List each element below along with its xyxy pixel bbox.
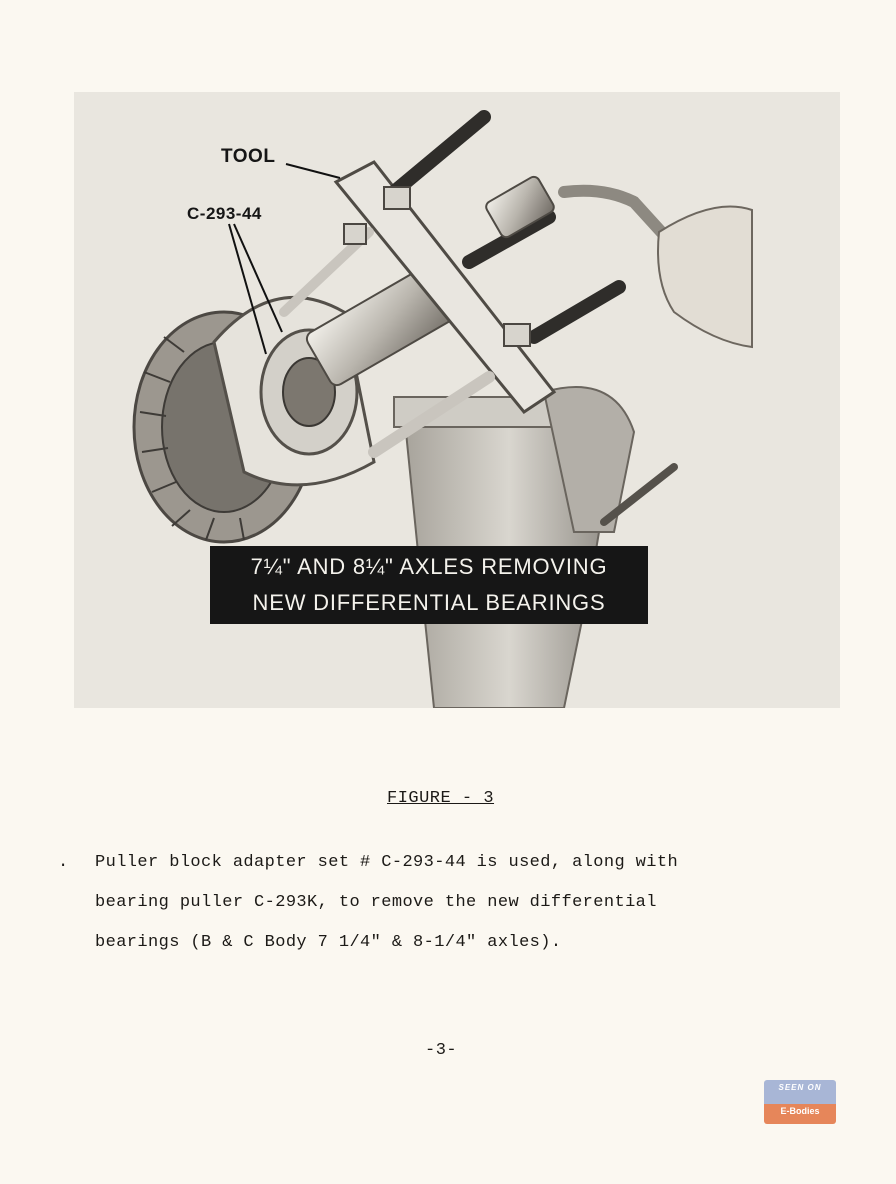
stamp-top-text: SEEN ON [778, 1083, 822, 1092]
figure-photo [74, 92, 840, 708]
page-number: -3- [425, 1041, 458, 1060]
seen-on-stamp-logo [764, 1080, 836, 1124]
stamp-bottom-text: E-Bodies [780, 1106, 820, 1116]
body-paragraph [95, 843, 795, 963]
part-number-callout-label: C-293-44 [187, 204, 262, 223]
body-line-2: bearing puller C-293K, to remove the new differential [95, 893, 657, 912]
photo-caption-banner [210, 546, 648, 624]
tool-callout-label: TOOL [221, 146, 276, 167]
body-line-3: bearings (B & C Body 7 1/4" & 8-1/4" axles). [95, 933, 562, 952]
caption-line-2: NEW DIFFERENTIAL BEARINGS [252, 590, 606, 615]
caption-line-1: 7¼" AND 8¼" AXLES REMOVING [250, 554, 608, 579]
bullet-marker: . [58, 853, 69, 872]
figure-label: FIGURE - 3 [387, 789, 495, 808]
body-line-1: Puller block adapter set # C-293-44 is used, along with [95, 853, 679, 872]
